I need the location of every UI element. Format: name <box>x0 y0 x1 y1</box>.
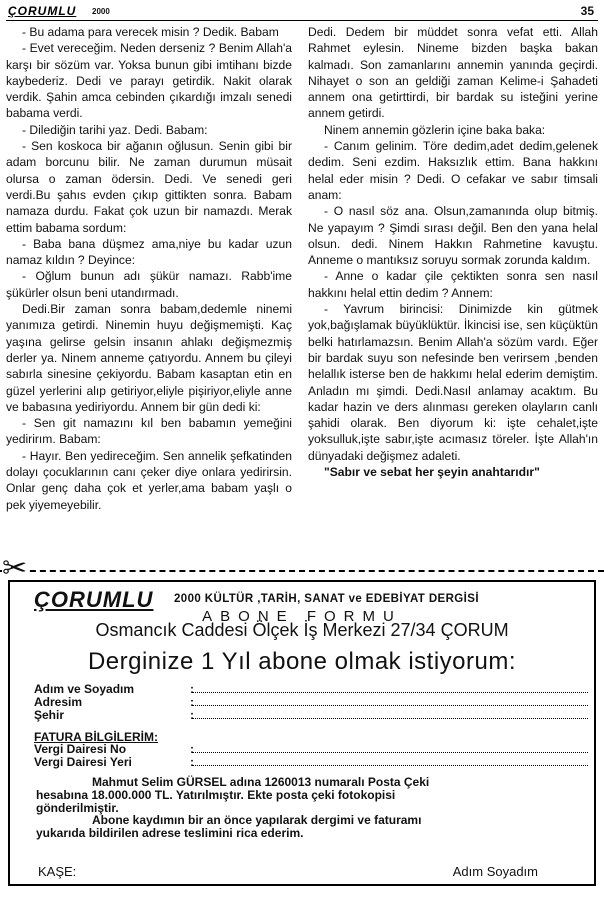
article-paragraph: - Sen git namazını kıl ben babamın yemeğini yedirirım. Babam: <box>6 416 292 447</box>
article-paragraph: - Baba bana düşmez ama,niye bu kadar uzun namaz kıldın ? Deyince: <box>6 236 292 268</box>
billing-fields <box>34 742 588 768</box>
article-column-left <box>6 24 292 513</box>
field-label: Adım ve Soyadım <box>34 682 135 696</box>
article-paragraph: - O nasıl söz ana. Olsun,zamanında olup bitmiş. Ne yapayım ? Şimdi sırası değil. Ben den yana helal olsun. dedi. Ninem Hakkın Rahmetine kavuştu. Anneme o mantıksız soruyu sormak zorunda kaldım. <box>308 204 598 268</box>
form-subtitle: ABONE FORMU <box>202 608 402 625</box>
article-paragraph: - Hayır. Ben yedireceğim. Sen annelik şefkatinden dolayı çocuklarının canı çeker diye onlara yedirirsin. Onlar genç daha çok et yerler,ama babam yaşlı o pek yiyemeyebilir. <box>6 448 292 512</box>
name-field[interactable]: Adım ve Soyadım : <box>34 682 588 695</box>
header-logo: ÇORUMLU <box>8 4 77 18</box>
header-year: 2000 <box>92 7 110 16</box>
tax-office-no-field[interactable]: Vergi Dairesi No : <box>34 742 588 755</box>
article-paragraph: - Oğlum bunun adı şükür namazı. Rabb'ime şükürler olsun beni utandırmadı. <box>6 269 292 300</box>
field-label: Şehir <box>34 708 65 722</box>
signature-label: Adım Soyadım <box>452 864 538 879</box>
note-line: yukarıda bildirilen adrese teslimini rica ederim. <box>36 826 304 840</box>
article-paragraph: Dedi. Dedem bir müddet sonra vefat etti. Allah Rahmet eylesin. Nineme bizden başka bakan kalmadı. Son zamanlarını annemin yanında geçirdi. Nihayet o son an geldiği zaman Kelime-i Şahadeti annem ona getirttirdi, bir bardak su isteğini yerine annem getirdi. <box>308 25 598 121</box>
field-line <box>192 765 588 766</box>
payment-line: gönderilmiştir. <box>36 801 119 815</box>
note-line: Abone kaydımın bir an önce yapılarak dergimi ve faturamı <box>92 813 422 827</box>
address-field[interactable]: Adresim : <box>34 695 588 708</box>
payment-line: Mahmut Selim GÜRSEL adına 1260013 numaralı Posta Çeki <box>92 775 430 789</box>
article-paragraph: - Anne o kadar çile çektikten sonra sen nasıl hakkını helal ettin dedim ? Annem: <box>308 269 598 300</box>
form-address: Osmancık Caddesi Ölçek İş Merkezi 27/34 ÇORUM <box>95 620 509 640</box>
stamp-label: KAŞE: <box>38 864 77 879</box>
billing-title: FATURA BİLGİLERİM: <box>34 730 158 744</box>
field-line <box>192 692 588 693</box>
article-paragraph: Ninem annemin gözlerin içine baka baka: <box>324 122 546 137</box>
field-label: Vergi Dairesi No <box>34 742 127 756</box>
scissors-icon: ✂ <box>2 552 28 585</box>
page-number: 35 <box>580 4 594 18</box>
payment-info <box>36 776 576 815</box>
form-headline: Derginize 1 Yıl abone olmak istiyorum: <box>87 648 517 675</box>
article-paragraph: - Yavrum birincisi: Dinimizde kin gütmek yok,bağışlamak büyüklüktür. İkincisi ise, sen küçüktün belki hatırlamazsın. Benim Allah'a sözüm vardı. Eğer bir bardak suyu son nefesinde ben verirsem ,benden helallık isterse ben de hakkımı helal ederim demiştim. Anladın mı şimdi. Dedi.Nasıl anlamay acaktım. Bu kadar hazin ve ders alınması gereken olayların canlı şahidi olarak. Ben diyorum ki: işte cehalet,işte yoksulluk,işte sabır,işte acımasız töreler. İşte Allah'ın dünyadaki değişmez adaleti. <box>308 302 598 463</box>
field-label: Vergi Dairesi Yeri <box>34 755 132 769</box>
article-paragraph: - Dilediğin tarihi yaz. Dedi. Babam: <box>22 122 208 137</box>
article-column-right <box>308 24 598 480</box>
payment-line: hesabına 18.000.000 TL. Yatırılmıştır. Ekte posta çeki fotokopisi <box>36 788 396 802</box>
field-label: Adresim <box>34 695 83 709</box>
form-magazine-title: 2000 KÜLTÜR ,TARİH, SANAT ve EDEBİYAT DERGİSİ <box>174 593 479 605</box>
tax-office-place-field[interactable]: Vergi Dairesi Yeri : <box>34 755 588 768</box>
field-line <box>192 752 588 753</box>
page-header <box>6 4 598 20</box>
header-rule <box>6 20 598 21</box>
personal-fields <box>34 682 588 721</box>
article-paragraph: - Canım gelinim. Töre dedim,adet dedim,gelenek dedim. Seni ezdim. Haksızlık ettim. Bana hakkını helal eder misin ? Dedi. O cefakar ve sabır timsali anam: <box>308 139 598 202</box>
request-note <box>36 814 576 840</box>
subscription-form <box>8 580 596 886</box>
article-paragraph: "Sabır ve sebat her şeyin anahtarıdır" <box>324 465 540 480</box>
article-paragraph: - Sen koskoca bir ağanın oğlusun. Senin gibi bir adam borcunu bilir. Ne zaman durumun müsait olursa o zaman ödersin. Dedi. Ve senedi geri verdi.Bu şahıs evden çıkıp gittikten sonra. Babam namaza durdu. Fakat çok uzun bir namazdı. Merak ettim babama sordum: <box>6 139 292 235</box>
cut-line <box>0 570 604 572</box>
article-paragraph: - Evet vereceğim. Neden derseniz ? Benim Allah'a karşı bir sözüm var. Yoksa bunun gibi imtihanı bizde kaybederiz. Dedi ve parayı getirdik. Nakit olarak verdik. Şahin amca cebinden çıkardığı imzalı senedi babama verdi. <box>6 41 292 121</box>
field-line <box>192 705 588 706</box>
article-paragraph: Dedi.Bir zaman sonra babam,dedemle ninemi yanımıza getirdi. Ninemin huyu değişmemişti. Kaç yaşına gelirse gelsin insanın ahlakı değişmezmiş derler ya. Ninem anneme çatıyordu. Annem bu çileyi sabırla sinesine çekiyordu. Babam kasaptan etin en güzel yerlerini alıp getiriyor,eliyle pişiriyor,eliyle anne ve babasına yediriyordu. Annem bir gün dedi ki: <box>6 302 292 414</box>
city-field[interactable]: Şehir : <box>34 708 588 721</box>
field-line <box>192 718 588 719</box>
article-paragraph: - Bu adama para verecek misin ? Dedik. Babam <box>22 25 279 39</box>
form-logo: ÇORUMLU <box>34 587 154 612</box>
